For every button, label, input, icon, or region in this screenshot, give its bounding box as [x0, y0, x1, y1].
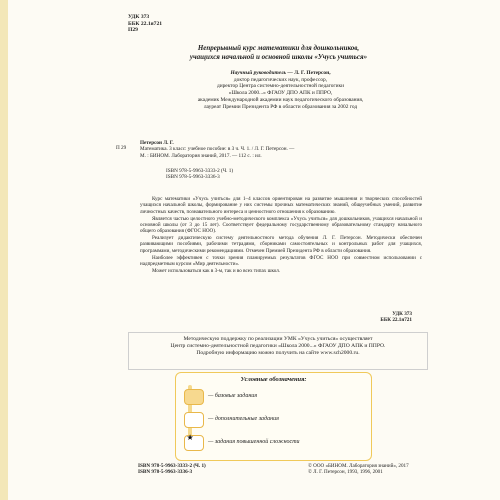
page-gutter: [0, 0, 8, 500]
support-line: Подробную информацию можно получить на сайте www.sch2000.ru.: [196, 349, 360, 356]
copyright: [308, 463, 409, 476]
advisor-role: Научный руководитель: [230, 70, 287, 76]
abstract-paragraph: Курс математики «Учусь учиться» для 1–4 классов ориентирован на развитие мышления и творческих способностей учащихся начальной школы, формирование у них системы прочных математических знаний, общеучебных умений, развитие личностных качеств, познавательного интереса и ценностного отношения к образованию.: [140, 196, 422, 215]
legend-item-advanced: [184, 435, 364, 453]
page: [8, 0, 500, 500]
advisor-block: [158, 70, 403, 110]
isbn-line: ISBN 978-5-9963-3333-2 (Ч. 1): [166, 168, 234, 174]
advisor-line: директор Центра системно-деятельностной педагогики: [216, 83, 345, 90]
series-title: [156, 44, 401, 61]
udk-code: УДК 373: [128, 14, 150, 20]
entry-description: М. : БИНОМ. Лаборатория знаний, 2017. — 112 с. : ил.: [140, 152, 262, 159]
advisor-lead: [158, 70, 403, 77]
entry-isbn: [166, 168, 233, 181]
star-icon: ★: [186, 433, 194, 442]
support-line: Центр системно-деятельностной педагогики «Школа 2000...» ФГАОУ ДПО АПК и ППРО.: [170, 342, 386, 349]
box-filled-icon: [184, 389, 204, 405]
abstract-paragraph: Реализует дидактическую систему деятельностного метода обучения Л. Г. Петерсон. Методически обеспечен развивающими пособиями, рабочими тетрадями, сборниками самостоятельных и контрольных работ для учащихся, программами, методическими рекомендациями. Отмечен Премией Президента РФ в области образования.: [140, 235, 422, 254]
box-star-icon: [184, 435, 204, 451]
support-box: [128, 332, 428, 370]
legend-title: Условные обозначения:: [240, 376, 307, 383]
advisor-line: «Школа 2000...» ФГАОУ ДПО АПК и ППРО,: [228, 90, 333, 97]
classification-codes-right: [380, 311, 412, 324]
legend-label: — дополнительные задания: [208, 416, 279, 422]
legend-item-basic: [184, 389, 364, 407]
isbn-footer: [138, 463, 206, 476]
abstract-paragraph: Является частью целостного учебно-методического комплекса «Учусь учиться» для дошкольников, учащихся начальной и основной школы (от 3 до 15 лет). Соответствует федеральному государственному образовательному стандарту начального общего образования (ФГОС НОО).: [140, 215, 422, 235]
udk-code: УДК 373: [392, 311, 412, 317]
isbn-line: ISBN 978-5-9963-3336-3: [138, 469, 193, 476]
classification-codes: [128, 14, 162, 34]
bibliographic-entry: [140, 140, 420, 159]
box-plain-icon: [184, 412, 204, 428]
abstract-paragraph: Может использоваться как в 3-м, так и во всех типах школ.: [152, 267, 281, 274]
legend-label: — задания повышенной сложности: [208, 439, 300, 445]
legend-label: — базовые задания: [208, 393, 258, 399]
isbn-line: ISBN 978-5-9963-3333-2 (Ч. 1): [138, 463, 206, 469]
legend-item-additional: [184, 412, 364, 430]
advisor-name: — Л. Г. Петерсон,: [286, 70, 331, 76]
copyright-line: © ООО «БИНОМ. Лаборатория знаний», 2017: [308, 463, 409, 469]
entry-author: Петерсон Л. Г.: [140, 140, 174, 146]
isbn-line: ISBN 978-5-9963-3336-3: [166, 174, 220, 181]
abstract-paragraph: Наиболее эффективен с точки зрения планируемых результатов ФГОС НОО при совместном использовании с надпредметным курсом «Мир деятельности».: [140, 254, 422, 267]
advisor-line: академик Международной академии наук педагогического образования,: [197, 96, 364, 103]
series-title-line: учащихся начальной и основной школы «Учусь учиться»: [189, 52, 368, 61]
bbk-code: ББК 22.1я721: [128, 20, 163, 27]
index-code: П29: [128, 27, 138, 34]
series-title-line: Непрерывный курс математики для дошкольников,: [197, 44, 360, 52]
advisor-line: лауреат Премии Президента РФ в области образования за 2002 год: [203, 103, 358, 110]
entry-index: П 29: [116, 145, 127, 151]
entry-description: Математика. 3 класс: учебное пособие: в 3 ч. Ч. 1. / Л. Г. Петерсон. —: [140, 146, 295, 153]
advisor-line: доктор педагогических наук, профессор,: [233, 76, 328, 83]
legend-box: [175, 372, 372, 461]
copyright-line: © Л. Г. Петерсон, 1993, 1996, 2001: [308, 469, 383, 476]
bbk-code: ББК 22.1я721: [380, 317, 412, 324]
support-line: Методическую поддержку по реализации УМК «Учусь учиться» осуществляет: [183, 336, 373, 342]
abstract: [140, 196, 422, 275]
